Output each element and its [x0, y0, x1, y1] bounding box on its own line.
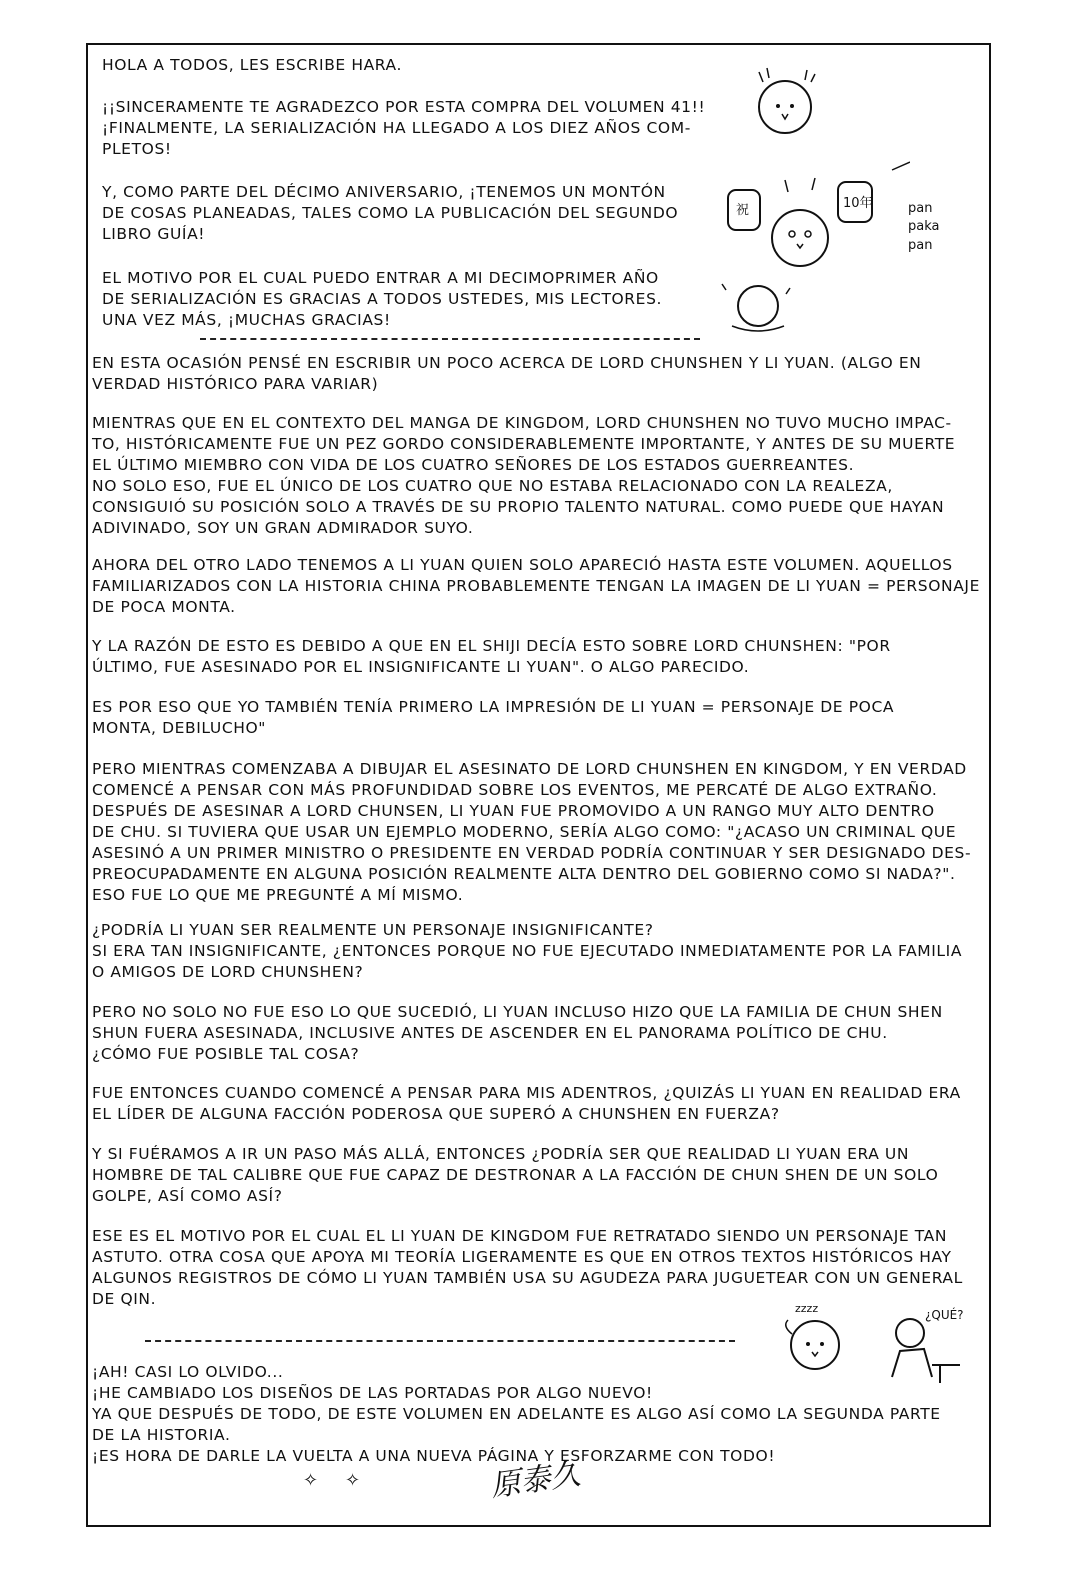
- sfx-pan-2: pan: [908, 238, 933, 253]
- sfx-pan-1: pan: [908, 201, 933, 216]
- text-line: LIBRO GUÍA!: [102, 225, 206, 243]
- separator-top: [200, 338, 700, 340]
- text-line: VERDAD HISTÓRICO PARA VARIAR): [92, 375, 379, 393]
- text-line: ¡ES HORA DE DARLE LA VUELTA A UNA NUEVA PÁGINA Y ESFORZARME CON TODO!: [92, 1447, 776, 1465]
- greeting: [102, 55, 402, 76]
- que-sfx: ¿QUÉ?: [925, 1308, 964, 1322]
- text-line: UNA VEZ MÁS, ¡MUCHAS GRACIAS!: [102, 311, 391, 329]
- text-line: EL LÍDER DE ALGUNA FACCIÓN PODEROSA QUE SUPERÓ A CHUNSHEN EN FUERZA?: [92, 1105, 780, 1123]
- paragraph-11: [92, 1226, 963, 1310]
- text-line: Y SI FUÉRAMOS A IR UN PASO MÁS ALLÁ, ENTONCES ¿PODRÍA SER QUE REALIDAD LI YUAN ERA UN: [92, 1145, 910, 1163]
- text-line: YA QUE DESPUÉS DE TODO, DE ESTE VOLUMEN EN ADELANTE ES ALGO ASÍ COMO LA SEGUNDA PARTE: [92, 1405, 941, 1423]
- text-line: PERO MIENTRAS COMENZABA A DIBUJAR EL ASESINATO DE LORD CHUNSHEN EN KINGDOM, Y EN VERDAD: [92, 760, 967, 778]
- paragraph-1: [92, 353, 921, 395]
- text-line: DE QIN.: [92, 1290, 157, 1308]
- text-line: ¡HE CAMBIADO LOS DISEÑOS DE LAS PORTADAS POR ALGO NUEVO!: [92, 1384, 653, 1402]
- text-line: EL ÚLTIMO MIEMBRO CON VIDA DE LOS CUATRO SEÑORES DE LOS ESTADOS GUERREANTES.: [92, 456, 855, 474]
- sfx-paka: paka: [908, 219, 940, 234]
- text-line: DE LA HISTORIA.: [92, 1426, 231, 1444]
- sparkle-icon: ✧: [345, 1470, 361, 1491]
- greeting-line: HOLA A TODOS, LES ESCRIBE HARA.: [102, 56, 403, 74]
- text-line: DE POCA MONTA.: [92, 598, 236, 616]
- text-line: ES POR ESO QUE YO TAMBIÉN TENÍA PRIMERO LA IMPRESIÓN DE LI YUAN = PERSONAJE DE POCA: [92, 698, 895, 716]
- text-line: DE COSAS PLANEADAS, TALES COMO LA PUBLICACIÓN DEL SEGUNDO: [102, 204, 679, 222]
- sign-left-text: 祝: [736, 203, 750, 218]
- text-line: CONSIGUIÓ SU POSICIÓN SOLO A TRAVÉS DE SU PROPIO TALENTO NATURAL. COMO PUEDE QUE HAYAN: [92, 498, 945, 516]
- text-line: PLETOS!: [102, 140, 172, 158]
- text-line: MIENTRAS QUE EN EL CONTEXTO DEL MANGA DE KINGDOM, LORD CHUNSHEN NO TUVO MUCHO IMPAC-: [92, 414, 952, 432]
- text-line: ASTUTO. OTRA COSA QUE APOYA MI TEORÍA LIGERAMENTE ES QUE EN OTROS TEXTOS HISTÓRICOS HAY: [92, 1248, 952, 1266]
- text-line: GOLPE, ASÍ COMO ASÍ?: [92, 1187, 283, 1205]
- text-line: ESE ES EL MOTIVO POR EL CUAL EL LI YUAN DE KINGDOM FUE RETRATADO SIENDO UN PERSONAJE TAN: [92, 1227, 948, 1245]
- paragraph-10: [92, 1144, 938, 1207]
- text-line: ¡¡SINCERAMENTE TE AGRADEZCO POR ESTA COMPRA DEL VOLUMEN 41!!: [102, 98, 706, 116]
- paragraph-4: [92, 636, 891, 678]
- text-line: DESPUÉS DE ASESINAR A LORD CHUNSEN, LI YUAN FUE PROMOVIDO A UN RANGO MUY ALTO DENTRO: [92, 802, 935, 820]
- paragraph-9: [92, 1083, 961, 1125]
- chick-mascot-icon: [745, 62, 825, 142]
- paragraph-6: [92, 759, 971, 906]
- text-line: MONTA, DEBILUCHO": [92, 719, 267, 737]
- separator-bottom: [145, 1340, 735, 1342]
- paragraph-3: [92, 555, 980, 618]
- text-line: ¿CÓMO FUE POSIBLE TAL COSA?: [92, 1045, 360, 1063]
- text-line: Y, COMO PARTE DEL DÉCIMO ANIVERSARIO, ¡TENEMOS UN MONTÓN: [102, 183, 666, 201]
- text-line: EL MOTIVO POR EL CUAL PUEDO ENTRAR A MI DECIMOPRIMER AÑO: [102, 269, 659, 287]
- text-line: ESO FUE LO QUE ME PREGUNTÉ A MÍ MISMO.: [92, 886, 464, 904]
- text-line: TO, HISTÓRICAMENTE FUE UN PEZ GORDO CONSIDERABLEMENTE IMPORTANTE, Y ANTES DE SU MUERTE: [92, 435, 956, 453]
- thanks-paragraph: [102, 97, 705, 160]
- text-line: ¡AH! CASI LO OLVIDO...: [92, 1363, 284, 1381]
- text-line: PREOCUPADAMENTE EN ALGUNA POSICIÓN REALMENTE ALTA DENTRO DEL GOBIERNO COMO SI NADA?".: [92, 865, 956, 883]
- paragraph-2: [92, 413, 955, 539]
- paragraph-8: [92, 1002, 943, 1065]
- sign-right-text: 10年: [843, 196, 873, 211]
- text-line: ASESINÓ A UN PRIMER MINISTRO O PRESIDENTE EN VERDAD PODRÍA CONTINUAR Y SER DESIGNADO DES-: [92, 844, 972, 862]
- text-line: AHORA DEL OTRO LADO TENEMOS A LI YUAN QUIEN SOLO APARECIÓ HASTA ESTE VOLUMEN. AQUELLOS: [92, 556, 953, 574]
- text-line: O AMIGOS DE LORD CHUNSHEN?: [92, 963, 364, 981]
- paragraph-5: [92, 697, 894, 739]
- sleep-sfx: zzzz: [795, 1302, 819, 1315]
- small-chick-icon: [718, 278, 798, 338]
- text-line: Y LA RAZÓN DE ESTO ES DEBIDO A QUE EN EL SHIJI DECÍA ESTO SOBRE LORD CHUNSHEN: "POR: [92, 637, 891, 655]
- celebration-chicks-icon: [720, 160, 910, 280]
- text-line: ALGUNOS REGISTROS DE CÓMO LI YUAN TAMBIÉN USA SU AGUDEZA PARA JUGUETEAR CON UN GENERAL: [92, 1269, 963, 1287]
- text-line: ADIVINADO, SOY UN GRAN ADMIRADOR SUYO.: [92, 519, 474, 537]
- paragraph-7: [92, 920, 962, 983]
- text-line: FAMILIARIZADOS CON LA HISTORIA CHINA PROBABLEMENTE TENGAN LA IMAGEN DE LI YUAN = PERSONAJE: [92, 577, 980, 595]
- text-line: ÚLTIMO, FUE ASESINADO POR EL INSIGNIFICANTE LI YUAN". O ALGO PARECIDO.: [92, 658, 750, 676]
- text-line: EN ESTA OCASIÓN PENSÉ EN ESCRIBIR UN POCO ACERCA DE LORD CHUNSHEN Y LI YUAN. (ALGO EN: [92, 354, 922, 372]
- text-line: PERO NO SOLO NO FUE ESO LO QUE SUCEDIÓ, LI YUAN INCLUSO HIZO QUE LA FAMILIA DE CHUN SHEN: [92, 1003, 943, 1021]
- text-line: COMENCÉ A PENSAR CON MÁS PROFUNDIDAD SOBRE LOS EVENTOS, ME PERCATÉ DE ALGO EXTRAÑO.: [92, 781, 938, 799]
- text-line: NO SOLO ESO, FUE EL ÚNICO DE LOS CUATRO QUE NO ESTABA RELACIONADO CON LA REALEZA,: [92, 477, 893, 495]
- text-line: HOMBRE DE TAL CALIBRE QUE FUE CAPAZ DE DESTRONAR A LA FACCIÓN DE CHUN SHEN DE UN SOLO: [92, 1166, 939, 1184]
- text-line: ¡FINALMENTE, LA SERIALIZACIÓN HA LLEGADO A LOS DIEZ AÑOS COM-: [102, 119, 691, 137]
- motive-paragraph: [102, 268, 662, 331]
- text-line: DE CHU. SI TUVIERA QUE USAR UN EJEMPLO MODERNO, SERÍA ALGO COMO: "¿ACASO UN CRIMINAL QUE: [92, 823, 957, 841]
- text-line: DE SERIALIZACIÓN ES GRACIAS A TODOS USTEDES, MIS LECTORES.: [102, 290, 663, 308]
- text-line: SHUN FUERA ASESINADA, INCLUSIVE ANTES DE ASCENDER EN EL PANORAMA POLÍTICO DE CHU.: [92, 1024, 888, 1042]
- author-signature: 原泰久: [488, 1456, 583, 1505]
- text-line: FUE ENTONCES CUANDO COMENCÉ A PENSAR PARA MIS ADENTROS, ¿QUIZÁS LI YUAN EN REALIDAD ERA: [92, 1084, 961, 1102]
- text-line: ¿PODRÍA LI YUAN SER REALMENTE UN PERSONAJE INSIGNIFICANTE?: [92, 921, 654, 939]
- text-line: SI ERA TAN INSIGNIFICANTE, ¿ENTONCES PORQUE NO FUE EJECUTADO INMEDIATAMENTE POR LA FAMILIA: [92, 942, 963, 960]
- sparkle-icon: ✧: [303, 1470, 319, 1491]
- paragraph-12: [92, 1362, 941, 1467]
- anniversary-paragraph: [102, 182, 678, 245]
